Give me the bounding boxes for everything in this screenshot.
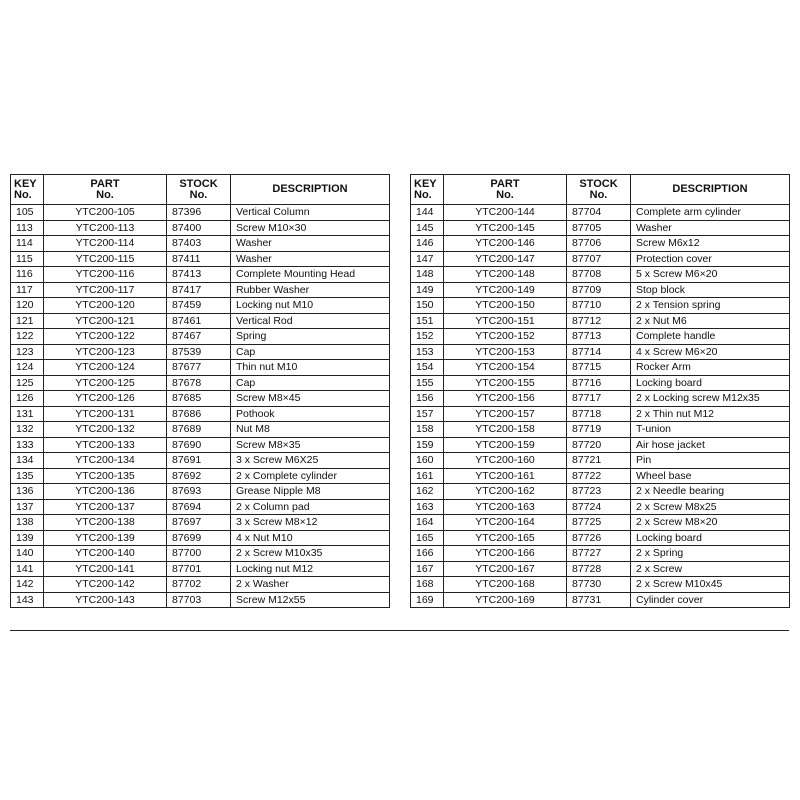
table-row [411,546,790,562]
part-no-cell: YTC200-149 [444,282,567,298]
header-row [11,175,390,205]
table-row [11,499,390,515]
key-no-cell: 165 [411,530,444,546]
part-no-cell: YTC200-131 [44,406,167,422]
stock-no-cell: 87403 [167,236,231,252]
description-cell: Washer [231,251,390,267]
stock-no-cell: 87714 [567,344,631,360]
table-row [411,437,790,453]
table-row [11,530,390,546]
table-row [411,298,790,314]
description-cell: Nut M8 [231,422,390,438]
table-row [411,236,790,252]
description-cell: 2 x Spring [631,546,790,562]
stock-no-cell: 87694 [167,499,231,515]
key-no-cell: 153 [411,344,444,360]
part-no-cell: YTC200-139 [44,530,167,546]
key-no-cell: 162 [411,484,444,500]
stock-no-cell: 87730 [567,577,631,593]
stock-no-cell: 87692 [167,468,231,484]
part-no-cell: YTC200-146 [444,236,567,252]
description-cell: 5 x Screw M6×20 [631,267,790,283]
description-cell: Grease Nipple M8 [231,484,390,500]
part-no-cell: YTC200-164 [444,515,567,531]
key-no-header: KEY No. [11,175,44,205]
part-no-cell: YTC200-117 [44,282,167,298]
key-no-cell: 138 [11,515,44,531]
part-no-cell: YTC200-115 [44,251,167,267]
description-cell: Locking board [631,375,790,391]
part-no-header: PART No. [444,175,567,205]
part-no-cell: YTC200-143 [44,592,167,608]
key-no-header: KEY No. [411,175,444,205]
part-no-cell: YTC200-153 [444,344,567,360]
stock-no-cell: 87693 [167,484,231,500]
table-row [11,577,390,593]
part-no-cell: YTC200-155 [444,375,567,391]
stock-no-cell: 87707 [567,251,631,267]
table-row [411,484,790,500]
part-no-cell: YTC200-140 [44,546,167,562]
stock-no-cell: 87712 [567,313,631,329]
header-row [411,175,790,205]
part-no-cell: YTC200-113 [44,220,167,236]
key-no-cell: 147 [411,251,444,267]
part-no-cell: YTC200-161 [444,468,567,484]
part-no-cell: YTC200-166 [444,546,567,562]
key-no-cell: 136 [11,484,44,500]
table-row [411,360,790,376]
description-cell: Thin nut M10 [231,360,390,376]
description-cell: Locking board [631,530,790,546]
stock-no-cell: 87718 [567,406,631,422]
part-no-cell: YTC200-132 [44,422,167,438]
part-no-cell: YTC200-142 [44,577,167,593]
part-no-cell: YTC200-160 [444,453,567,469]
stock-no-cell: 87701 [167,561,231,577]
key-no-cell: 161 [411,468,444,484]
key-no-cell: 116 [11,267,44,283]
key-no-cell: 158 [411,422,444,438]
description-cell: 2 x Thin nut M12 [631,406,790,422]
table-row [11,251,390,267]
table-row [11,267,390,283]
key-no-cell: 123 [11,344,44,360]
stock-no-cell: 87713 [567,329,631,345]
key-no-cell: 149 [411,282,444,298]
part-no-cell: YTC200-158 [444,422,567,438]
stock-no-cell: 87417 [167,282,231,298]
stock-no-cell: 87413 [167,267,231,283]
part-no-cell: YTC200-150 [444,298,567,314]
description-cell: 3 x Screw M6X25 [231,453,390,469]
part-no-header: PART No. [44,175,167,205]
description-cell: Locking nut M12 [231,561,390,577]
stock-no-cell: 87689 [167,422,231,438]
key-no-cell: 115 [11,251,44,267]
table-row [411,220,790,236]
table-row [11,236,390,252]
table-row [411,375,790,391]
key-no-cell: 114 [11,236,44,252]
key-no-cell: 146 [411,236,444,252]
part-no-cell: YTC200-169 [444,592,567,608]
description-cell: Spring [231,329,390,345]
description-cell: Screw M8×45 [231,391,390,407]
table-row [11,406,390,422]
stock-no-cell: 87724 [567,499,631,515]
table-row [11,391,390,407]
key-no-cell: 141 [11,561,44,577]
parts-table-left-body [11,205,390,608]
key-no-cell: 157 [411,406,444,422]
description-cell: Screw M12x55 [231,592,390,608]
description-cell: Washer [231,236,390,252]
part-no-cell: YTC200-148 [444,267,567,283]
key-no-cell: 159 [411,437,444,453]
stock-no-cell: 87400 [167,220,231,236]
stock-no-cell: 87725 [567,515,631,531]
key-no-cell: 156 [411,391,444,407]
key-no-cell: 145 [411,220,444,236]
part-no-cell: YTC200-133 [44,437,167,453]
parts-table-right-body [411,205,790,608]
table-row [411,267,790,283]
part-no-cell: YTC200-125 [44,375,167,391]
table-row [411,329,790,345]
stock-no-cell: 87731 [567,592,631,608]
description-cell: Screw M10×30 [231,220,390,236]
stock-no-cell: 87706 [567,236,631,252]
key-no-cell: 163 [411,499,444,515]
stock-no-cell: 87723 [567,484,631,500]
key-no-cell: 150 [411,298,444,314]
table-row [411,515,790,531]
part-no-cell: YTC200-145 [444,220,567,236]
table-row [411,344,790,360]
part-no-cell: YTC200-141 [44,561,167,577]
part-no-cell: YTC200-163 [444,499,567,515]
part-no-cell: YTC200-147 [444,251,567,267]
key-no-cell: 144 [411,205,444,221]
table-row [11,205,390,221]
table-row [411,406,790,422]
part-no-cell: YTC200-165 [444,530,567,546]
description-cell: Vertical Rod [231,313,390,329]
key-no-cell: 169 [411,592,444,608]
description-cell: Air hose jacket [631,437,790,453]
description-cell: 2 x Screw M10x45 [631,577,790,593]
table-row [11,360,390,376]
table-row [11,468,390,484]
stock-no-cell: 87459 [167,298,231,314]
description-cell: Screw M6x12 [631,236,790,252]
key-no-cell: 122 [11,329,44,345]
key-no-cell: 160 [411,453,444,469]
table-row [411,577,790,593]
part-no-cell: YTC200-162 [444,484,567,500]
description-cell: 2 x Screw M10x35 [231,546,390,562]
key-no-cell: 166 [411,546,444,562]
stock-no-cell: 87710 [567,298,631,314]
part-no-cell: YTC200-136 [44,484,167,500]
key-no-cell: 154 [411,360,444,376]
part-no-cell: YTC200-156 [444,391,567,407]
key-no-cell: 142 [11,577,44,593]
parts-table-right [410,174,790,608]
table-row [11,344,390,360]
stock-no-cell: 87717 [567,391,631,407]
stock-no-cell: 87728 [567,561,631,577]
key-no-cell: 132 [11,422,44,438]
table-row [11,282,390,298]
table-row [411,592,790,608]
key-no-cell: 105 [11,205,44,221]
description-cell: 4 x Nut M10 [231,530,390,546]
description-cell: 2 x Needle bearing [631,484,790,500]
part-no-cell: YTC200-157 [444,406,567,422]
table-row [11,546,390,562]
key-no-cell: 155 [411,375,444,391]
table-row [411,530,790,546]
parts-table-left [10,174,390,608]
key-no-cell: 135 [11,468,44,484]
description-cell: Wheel base [631,468,790,484]
table-row [11,453,390,469]
description-cell: 2 x Column pad [231,499,390,515]
table-row [411,205,790,221]
description-cell: Cap [231,344,390,360]
part-no-cell: YTC200-122 [44,329,167,345]
part-no-cell: YTC200-151 [444,313,567,329]
stock-no-cell: 87699 [167,530,231,546]
description-cell: 2 x Screw M8x25 [631,499,790,515]
key-no-cell: 167 [411,561,444,577]
table-row [411,468,790,484]
description-cell: 2 x Washer [231,577,390,593]
description-cell: Complete arm cylinder [631,205,790,221]
part-no-cell: YTC200-167 [444,561,567,577]
description-cell: Vertical Column [231,205,390,221]
part-no-cell: YTC200-144 [444,205,567,221]
table-row [411,313,790,329]
key-no-cell: 143 [11,592,44,608]
key-no-cell: 121 [11,313,44,329]
description-cell: Protection cover [631,251,790,267]
stock-no-cell: 87702 [167,577,231,593]
key-no-cell: 164 [411,515,444,531]
stock-no-cell: 87709 [567,282,631,298]
part-no-cell: YTC200-120 [44,298,167,314]
table-row [411,499,790,515]
part-no-cell: YTC200-135 [44,468,167,484]
stock-no-cell: 87685 [167,391,231,407]
stock-no-cell: 87726 [567,530,631,546]
stock-no-cell: 87716 [567,375,631,391]
description-cell: Washer [631,220,790,236]
stock-no-cell: 87690 [167,437,231,453]
description-cell: 2 x Screw [631,561,790,577]
table-row [11,592,390,608]
table-row [11,422,390,438]
description-cell: Cylinder cover [631,592,790,608]
stock-no-cell: 87691 [167,453,231,469]
part-no-cell: YTC200-154 [444,360,567,376]
stock-no-cell: 87719 [567,422,631,438]
table-row [11,484,390,500]
part-no-cell: YTC200-134 [44,453,167,469]
description-header: DESCRIPTION [231,175,390,205]
table-row [411,251,790,267]
description-cell: 2 x Nut M6 [631,313,790,329]
stock-no-cell: 87727 [567,546,631,562]
stock-no-cell: 87721 [567,453,631,469]
description-cell: Complete handle [631,329,790,345]
table-row [411,282,790,298]
stock-no-cell: 87467 [167,329,231,345]
table-row [11,220,390,236]
table-row [11,329,390,345]
table-row [411,391,790,407]
table-row [411,453,790,469]
description-cell: 4 x Screw M6×20 [631,344,790,360]
part-no-cell: YTC200-124 [44,360,167,376]
description-cell: Pothook [231,406,390,422]
description-cell: Rubber Washer [231,282,390,298]
stock-no-header: STOCK No. [167,175,231,205]
key-no-cell: 151 [411,313,444,329]
description-cell: Screw M8×35 [231,437,390,453]
stock-no-cell: 87677 [167,360,231,376]
part-no-cell: YTC200-152 [444,329,567,345]
key-no-cell: 124 [11,360,44,376]
stock-no-cell: 87461 [167,313,231,329]
description-cell: Cap [231,375,390,391]
part-no-cell: YTC200-138 [44,515,167,531]
table-row [11,298,390,314]
description-cell: 2 x Tension spring [631,298,790,314]
table-row [11,515,390,531]
key-no-cell: 168 [411,577,444,593]
part-no-cell: YTC200-123 [44,344,167,360]
part-no-cell: YTC200-114 [44,236,167,252]
key-no-cell: 148 [411,267,444,283]
key-no-cell: 133 [11,437,44,453]
stock-no-cell: 87686 [167,406,231,422]
part-no-cell: YTC200-105 [44,205,167,221]
stock-no-cell: 87678 [167,375,231,391]
stock-no-cell: 87539 [167,344,231,360]
key-no-cell: 125 [11,375,44,391]
stock-no-cell: 87708 [567,267,631,283]
table-row [411,422,790,438]
key-no-cell: 126 [11,391,44,407]
key-no-cell: 137 [11,499,44,515]
description-cell: Pin [631,453,790,469]
description-cell: 3 x Screw M8×12 [231,515,390,531]
part-no-cell: YTC200-168 [444,577,567,593]
table-row [11,375,390,391]
stock-no-cell: 87697 [167,515,231,531]
table-row [11,437,390,453]
stock-no-cell: 87704 [567,205,631,221]
key-no-cell: 140 [11,546,44,562]
description-cell: 2 x Complete cylinder [231,468,390,484]
stock-no-cell: 87722 [567,468,631,484]
description-cell: Stop block [631,282,790,298]
table-row [11,561,390,577]
part-no-cell: YTC200-121 [44,313,167,329]
part-no-cell: YTC200-116 [44,267,167,283]
key-no-cell: 120 [11,298,44,314]
key-no-cell: 131 [11,406,44,422]
key-no-cell: 117 [11,282,44,298]
divider-line [10,630,789,631]
key-no-cell: 134 [11,453,44,469]
stock-no-cell: 87720 [567,437,631,453]
stock-no-header: STOCK No. [567,175,631,205]
description-cell: T-union [631,422,790,438]
stock-no-cell: 87705 [567,220,631,236]
description-header: DESCRIPTION [631,175,790,205]
stock-no-cell: 87700 [167,546,231,562]
description-cell: Locking nut M10 [231,298,390,314]
key-no-cell: 139 [11,530,44,546]
part-no-cell: YTC200-137 [44,499,167,515]
description-cell: 2 x Locking screw M12x35 [631,391,790,407]
description-cell: Rocker Arm [631,360,790,376]
stock-no-cell: 87703 [167,592,231,608]
description-cell: Complete Mounting Head [231,267,390,283]
part-no-cell: YTC200-126 [44,391,167,407]
stock-no-cell: 87396 [167,205,231,221]
key-no-cell: 152 [411,329,444,345]
stock-no-cell: 87411 [167,251,231,267]
table-row [411,561,790,577]
part-no-cell: YTC200-159 [444,437,567,453]
description-cell: 2 x Screw M8×20 [631,515,790,531]
key-no-cell: 113 [11,220,44,236]
stock-no-cell: 87715 [567,360,631,376]
table-row [11,313,390,329]
